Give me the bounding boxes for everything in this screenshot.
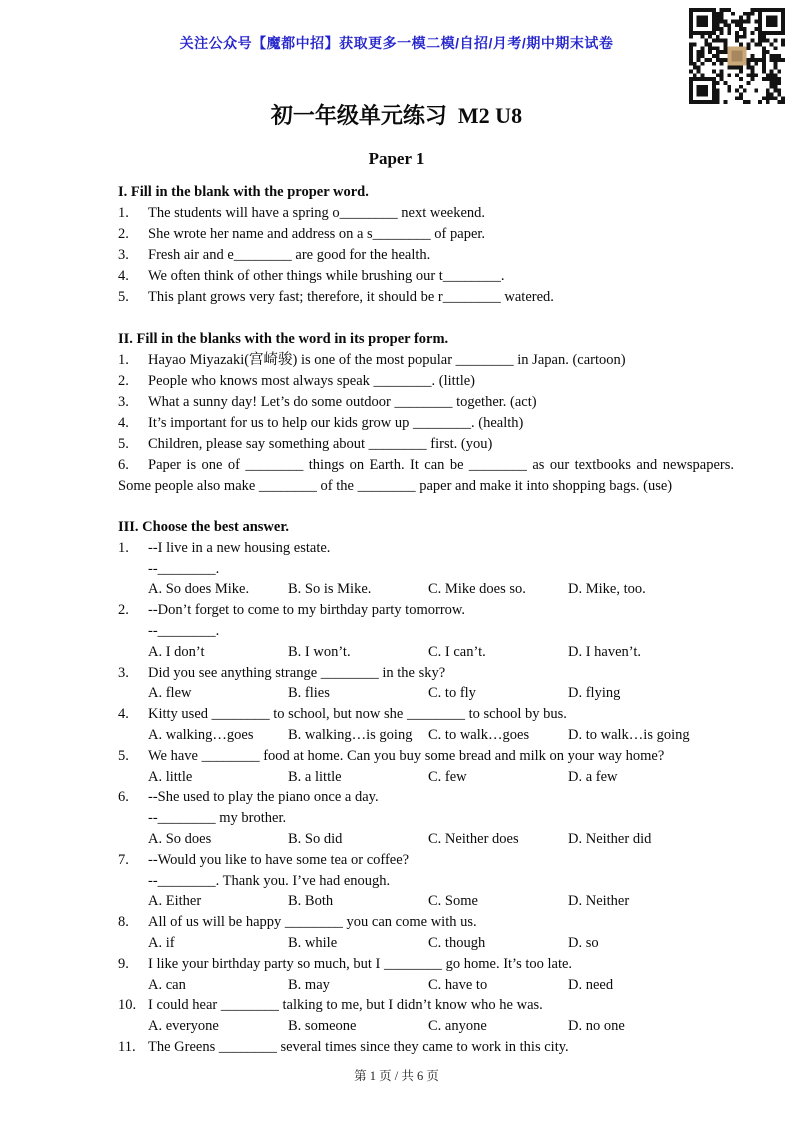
item-number: 3. <box>118 394 129 410</box>
question-item <box>118 434 734 455</box>
page-footer: 第 1 页 / 共 6 页 <box>354 1069 439 1083</box>
options-row <box>148 642 734 663</box>
option-a: A. can <box>148 976 186 993</box>
item-number: 3. <box>118 664 129 681</box>
paper-subtitle: Paper 1 <box>368 149 425 168</box>
item-number: 1. <box>118 205 129 221</box>
item-text: Paper is one of ________ things on Earth. It can be ________ as our textbooks and newspapers. <box>148 457 734 473</box>
item-number: 9. <box>118 955 129 972</box>
question-item <box>118 371 734 392</box>
question-item <box>118 350 734 371</box>
item-number: 3. <box>118 247 129 263</box>
option-b: B. walking…is going <box>288 726 413 743</box>
option-b: B. flies <box>288 685 330 702</box>
option-d: D. Neither did <box>568 830 652 847</box>
item-number: 7. <box>118 851 129 868</box>
option-b: B. So did <box>288 830 343 847</box>
item-number: 5. <box>118 747 129 764</box>
section-3-heading: III. Choose the best answer. <box>118 519 290 535</box>
item-number: 11. <box>118 1038 136 1055</box>
question-item <box>118 392 734 413</box>
option-c: C. Mike does so. <box>428 581 526 598</box>
qr-code-image <box>689 8 785 104</box>
question-item <box>118 455 734 476</box>
item-number: 2. <box>118 373 129 389</box>
item-text: We often think of other things while brushing our t________. <box>148 268 505 284</box>
item-number: 5. <box>118 289 129 305</box>
option-b: B. while <box>288 934 338 951</box>
option-a: A. little <box>148 768 193 785</box>
item-number: 2. <box>118 602 129 619</box>
section-2-heading: II. Fill in the blanks with the word in its proper form. <box>118 331 449 347</box>
question-item <box>118 287 734 308</box>
option-a: A. So does Mike. <box>148 581 250 598</box>
section-1 <box>118 182 734 308</box>
question-line: Kitty used ________ to school, but now she ________ to school by bus. <box>148 706 567 723</box>
question-line: --________ my brother. <box>148 810 287 827</box>
header-notice: 关注公众号【魔都中招】获取更多一模二模/自招/月考/期中期末试卷 <box>179 35 614 51</box>
option-a: A. So does <box>148 830 212 847</box>
option-b: B. a little <box>288 768 342 785</box>
question-line: We have ________ food at home. Can you buy some bread and milk on your way home? <box>148 747 665 764</box>
option-c: C. few <box>428 768 467 785</box>
option-d: D. I haven’t. <box>568 643 642 660</box>
item-continuation: Some people also make ________ of the ________ paper and make it into shopping bags. (use) <box>118 478 673 494</box>
option-b: B. Both <box>288 893 334 910</box>
option-a: A. flew <box>148 685 192 702</box>
option-b: B. So is Mike. <box>288 581 372 598</box>
question-line: --Would you like to have some tea or coffee? <box>148 851 410 868</box>
item-number: 5. <box>118 436 129 452</box>
item-number: 1. <box>118 539 129 556</box>
question-item <box>118 954 734 996</box>
option-b: B. someone <box>288 1018 357 1035</box>
item-text: It’s important for us to help our kids grow up ________. (health) <box>148 415 524 431</box>
question-item <box>118 995 734 1037</box>
question-line: --________. <box>148 560 220 577</box>
qr-code <box>689 8 785 104</box>
option-d: D. so <box>568 934 599 951</box>
question-line: --________. Thank you. I’ve had enough. <box>148 872 391 889</box>
option-a: A. I don’t <box>148 643 205 660</box>
options-row <box>148 683 734 704</box>
question-item <box>118 787 734 849</box>
item-text: Hayao Miyazaki(宫崎骏) is one of the most popular ________ in Japan. (cartoon) <box>148 352 626 368</box>
question-item <box>118 912 734 954</box>
option-c: C. to fly <box>428 685 476 702</box>
question-item <box>118 266 734 287</box>
option-d: D. flying <box>568 685 621 702</box>
option-b: B. I won’t. <box>288 643 351 660</box>
option-c: C. have to <box>428 976 488 993</box>
question-item <box>118 663 734 705</box>
question-item <box>118 600 734 662</box>
question-item <box>118 413 734 434</box>
option-d: D. Neither <box>568 893 630 910</box>
page-title: 初一年级单元练习 M2 U8 <box>270 103 523 128</box>
question-item <box>118 245 734 266</box>
item-number: 1. <box>118 352 129 368</box>
item-text: People who knows most always speak ________. (little) <box>148 373 476 389</box>
question-line: --I live in a new housing estate. <box>148 539 331 556</box>
item-text: What a sunny day! Let’s do some outdoor ________ together. (act) <box>148 394 537 410</box>
question-line: I could hear ________ talking to me, but I didn’t know who he was. <box>148 997 543 1014</box>
item-text: She wrote her name and address on a s________ of paper. <box>148 226 486 242</box>
option-c: C. I can’t. <box>428 643 486 660</box>
question-item <box>118 538 734 600</box>
question-line: I like your birthday party so much, but I ________ go home. It’s too late. <box>148 955 573 972</box>
options-row <box>148 767 734 788</box>
question-line: The Greens ________ several times since they came to work in this city. <box>148 1038 569 1055</box>
item-text: Fresh air and e________ are good for the health. <box>148 247 431 263</box>
options-row <box>148 975 734 996</box>
option-d: D. no one <box>568 1018 625 1035</box>
option-a: A. walking…goes <box>148 726 254 743</box>
item-number: 4. <box>118 706 129 723</box>
option-d: D. need <box>568 976 614 993</box>
options-row <box>148 579 734 600</box>
item-text: The students will have a spring o________ next weekend. <box>148 205 486 221</box>
question-item <box>118 746 734 788</box>
item-number: 6. <box>118 789 129 806</box>
item-text: Children, please say something about ________ first. (you) <box>148 436 493 452</box>
option-d: D. to walk…is going <box>568 726 690 743</box>
options-row <box>148 725 734 746</box>
item-text: This plant grows very fast; therefore, it should be r________ watered. <box>148 289 554 305</box>
option-c: C. Neither does <box>428 830 519 847</box>
question-line: --Don’t forget to come to my birthday party tomorrow. <box>148 602 466 619</box>
document-body <box>118 182 734 1058</box>
options-row <box>148 829 734 850</box>
option-d: D. Mike, too. <box>568 581 646 598</box>
item-number: 10. <box>118 997 137 1014</box>
item-number: 6. <box>118 457 129 473</box>
question-item <box>118 224 734 245</box>
option-a: A. everyone <box>148 1018 219 1035</box>
option-a: A. if <box>148 934 175 951</box>
question-line: All of us will be happy ________ you can come with us. <box>148 914 477 931</box>
option-c: C. Some <box>428 893 478 910</box>
item-number: 4. <box>118 268 129 284</box>
option-d: D. a few <box>568 768 618 785</box>
question-line: --She used to play the piano once a day. <box>148 789 379 806</box>
option-a: A. Either <box>148 893 202 910</box>
options-row <box>148 933 734 954</box>
section-1-heading: I. Fill in the blank with the proper word. <box>118 184 369 200</box>
question-item <box>118 203 734 224</box>
section-2 <box>118 329 734 497</box>
options-row <box>148 891 734 912</box>
option-b: B. may <box>288 976 330 993</box>
question-item <box>118 850 734 912</box>
section-3 <box>118 517 734 1058</box>
option-c: C. though <box>428 934 486 951</box>
options-row <box>148 1016 734 1037</box>
question-line: Did you see anything strange ________ in the sky? <box>148 664 446 681</box>
question-item <box>118 704 734 746</box>
question-line: --________. <box>148 622 220 639</box>
item-number: 4. <box>118 415 129 431</box>
option-c: C. anyone <box>428 1018 487 1035</box>
question-item <box>118 1037 734 1058</box>
item-number: 2. <box>118 226 129 242</box>
option-c: C. to walk…goes <box>428 726 530 743</box>
item-number: 8. <box>118 914 129 931</box>
